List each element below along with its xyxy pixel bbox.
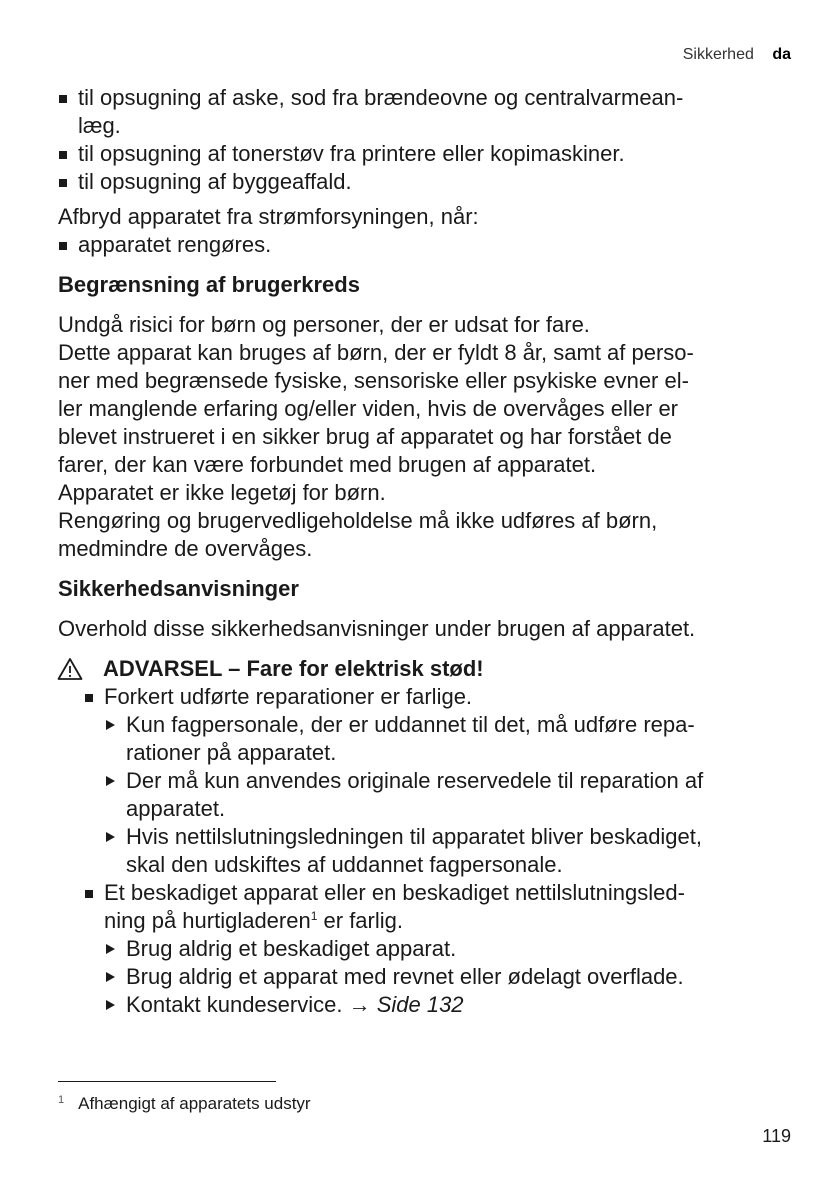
action-line: Hvis nettilslutningsledningen til apparatet bliver beskadiget,	[126, 824, 703, 849]
footnote-text: Afhængigt af apparatets udstyr	[78, 1094, 311, 1113]
page-content	[58, 84, 788, 1019]
footnote	[58, 1094, 311, 1114]
contact-text: Kontakt kundeservice.	[126, 992, 349, 1017]
warning-heading	[58, 655, 788, 683]
page-number: 119	[762, 1126, 791, 1146]
list-item: apparatet rengøres.	[58, 231, 788, 259]
section-heading-safety-instructions: Sikkerhedsanvisninger	[58, 576, 299, 601]
warning-item-text: ning på hurtigladeren	[104, 908, 311, 933]
footnote-marker: 1	[310, 909, 318, 923]
action-item	[104, 767, 788, 823]
section-heading-user-restriction: Begrænsning af brugerkreds	[58, 272, 360, 297]
header-language-code: da	[772, 46, 791, 63]
footnote-number: 1	[58, 1094, 65, 1106]
action-item	[104, 823, 788, 879]
section-body-user-restriction	[58, 311, 788, 563]
disconnect-intro: Afbryd apparatet fra strømforsyningen, når:	[58, 204, 479, 229]
safety-instructions-text: Overhold disse sikkerhedsanvisninger under brugen af apparatet.	[58, 616, 696, 641]
footnote-divider	[58, 1081, 276, 1082]
action-item	[104, 991, 788, 1019]
warning-item-line: Et beskadiget apparat eller en beskadiget nettilslutningsled-	[104, 880, 685, 905]
text-line: blevet instrueret i en sikker brug af apparatet og har forstået de	[58, 424, 672, 449]
warning-list	[84, 683, 788, 1019]
text-line: Undgå risici for børn og personer, der er udsat for fare.	[58, 312, 590, 337]
warning-triangle-icon	[57, 657, 83, 681]
action-line: rationer på apparatet.	[126, 740, 337, 765]
list-item: til opsugning af tonerstøv fra printere eller kopimaskiner.	[58, 140, 788, 168]
text-line: farer, der kan være forbundet med brugen af apparatet.	[58, 452, 597, 477]
text-line: Rengøring og brugervedligeholdelse må ikke udføres af børn,	[58, 508, 658, 533]
warning-title: ADVARSEL – Fare for elektrisk stød!	[103, 656, 484, 681]
action-line: Kun fagpersonale, der er uddannet til det, må udføre repa-	[126, 712, 695, 737]
header-section-title: Sikkerhed	[682, 46, 754, 63]
warning-item-line	[104, 907, 788, 935]
action-item	[104, 711, 788, 767]
list-item-line: læg.	[78, 113, 121, 138]
action-line: apparatet.	[126, 796, 226, 821]
warning-item	[84, 879, 788, 935]
action-item: Brug aldrig et apparat med revnet eller ødelagt overflade.	[104, 963, 788, 991]
action-item: Brug aldrig et beskadiget apparat.	[104, 935, 788, 963]
action-line: Der må kun anvendes originale reservedele til reparation af	[126, 768, 704, 793]
text-line: ner med begrænsede fysiske, sensoriske eller psykiske evner el-	[58, 368, 689, 393]
warning-item-text: er farlig.	[317, 908, 403, 933]
text-line: ler manglende erfaring og/eller viden, hvis de overvåges eller er	[58, 396, 679, 421]
list-item-line: til opsugning af aske, sod fra brændeovne og centralvarmean-	[78, 85, 684, 110]
cross-reference-arrow-icon: →	[348, 992, 371, 1017]
action-line: skal den udskiftes af uddannet fagpersonale.	[126, 852, 563, 877]
page-header	[683, 46, 791, 64]
text-line: medmindre de overvåges.	[58, 536, 313, 561]
text-line: Dette apparat kan bruges af børn, der er fyldt 8 år, samt af perso-	[58, 340, 694, 365]
page-cross-reference-link[interactable]: Side 132	[370, 992, 464, 1017]
text-line: Apparatet er ikke legetøj for børn.	[58, 480, 386, 505]
list-item	[58, 84, 788, 140]
warning-item: Forkert udførte reparationer er farlige.	[84, 683, 788, 711]
list-item: til opsugning af byggeaffald.	[58, 168, 788, 196]
